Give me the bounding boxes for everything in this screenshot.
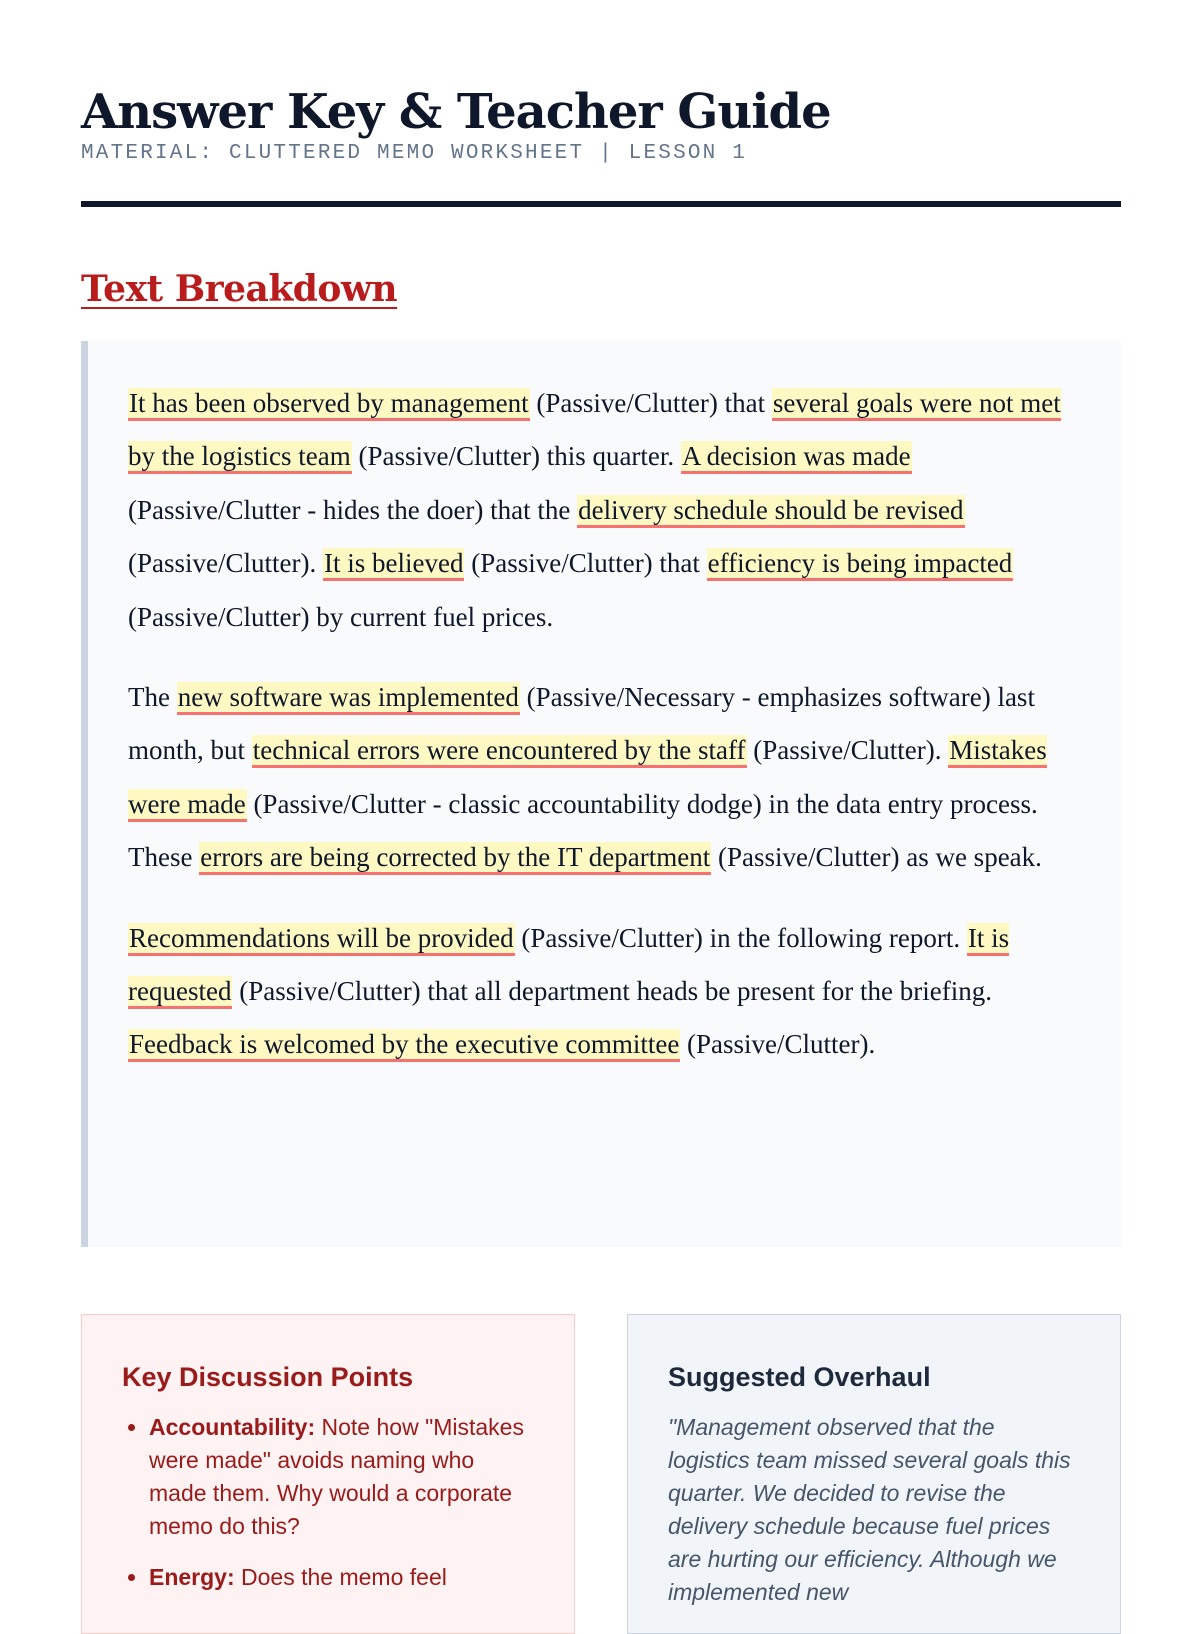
annotation-text: (Passive/Clutter - classic accountability dodge) in the data entry process. These [128, 788, 1038, 873]
text-breakdown-heading: Text Breakdown [81, 268, 398, 310]
annotation-text: (Passive/Clutter). [746, 735, 949, 766]
discussion-point [149, 1411, 534, 1543]
annotation-text: (Passive/Clutter) as we speak. [711, 842, 1042, 873]
discussion-point [149, 1561, 534, 1594]
suggested-overhaul-text: "Management observed that the logistics team missed several goals this quarter. We decided to revise the delivery schedule because fuel prices are hurting our efficiency. Although we implemented new [668, 1414, 1071, 1605]
annotation-text: (Passive/Clutter) this quarter. [351, 441, 681, 472]
annotation-text: (Passive/Clutter) that all department heads be present for the briefing. [232, 976, 992, 1007]
discussion-point-label: Energy: [149, 1564, 235, 1590]
discussion-points-list [122, 1411, 534, 1594]
page-title: Answer Key & Teacher Guide [81, 84, 831, 140]
passive-phrase: technical errors were encountered by the staff [252, 735, 747, 768]
breakdown-paragraph-1 [128, 377, 1079, 644]
annotation-text: (Passive/Clutter). [680, 1029, 876, 1060]
passive-phrase: It has been observed by management [128, 388, 530, 421]
passive-phrase: It is requested [128, 923, 1009, 1009]
passive-phrase: delivery schedule should be revised [577, 495, 964, 528]
text-breakdown-box [81, 341, 1121, 1247]
page-subtitle: MATERIAL: CLUTTERED MEMO WORKSHEET | LESSON 1 [81, 142, 748, 165]
header-divider [81, 201, 1121, 207]
passive-phrase: new software was implemented [177, 682, 520, 715]
breakdown-paragraph-3 [128, 912, 1079, 1072]
key-discussion-card [81, 1314, 575, 1634]
passive-phrase: Feedback is welcomed by the executive committee [128, 1029, 680, 1062]
passive-phrase: errors are being corrected by the IT department [199, 842, 711, 875]
passive-phrase: It is believed [323, 548, 464, 581]
discussion-point-text: Does the memo feel [234, 1564, 447, 1590]
annotation-text: (Passive/Clutter) that [464, 548, 707, 579]
passive-phrase: efficiency is being impacted [707, 548, 1014, 581]
annotation-text: (Passive/Clutter) in the following report. [514, 922, 967, 953]
annotation-text: (Passive/Clutter - hides the doer) that the [128, 494, 578, 525]
passive-phrase: A decision was made [681, 441, 912, 474]
annotation-text: (Passive/Clutter) that [529, 388, 772, 418]
annotation-text: The [128, 682, 177, 713]
suggested-overhaul-card [627, 1314, 1121, 1634]
suggested-overhaul-title: Suggested Overhaul [668, 1362, 931, 1392]
passive-phrase: several goals were not met by the logistics team [128, 388, 1061, 474]
discussion-point-label: Accountability: [149, 1414, 316, 1440]
passive-phrase: Mistakes were made [128, 735, 1047, 821]
annotation-text: (Passive/Clutter). [128, 548, 323, 579]
key-discussion-title: Key Discussion Points [122, 1362, 414, 1392]
annotation-text: (Passive/Clutter) by current fuel prices. [128, 601, 554, 632]
breakdown-paragraph-2 [128, 671, 1079, 885]
passive-phrase: Recommendations will be provided [128, 923, 515, 956]
annotation-text: (Passive/Necessary - emphasizes software) last month, but [128, 682, 1035, 766]
discussion-point-text: Note how "Mistakes were made" avoids naming who made them. Why would a corporate memo do this? [149, 1414, 524, 1539]
